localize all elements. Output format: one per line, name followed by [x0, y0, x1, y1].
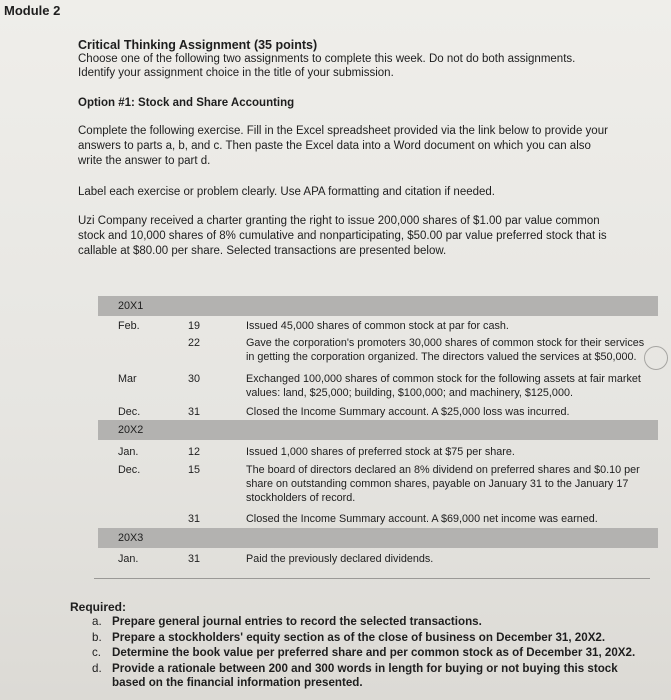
row-month: Dec.	[118, 406, 141, 418]
para2-line-1: Uzi Company received a charter granting the right to issue 200,000 shares of $1.00 par value common	[78, 215, 600, 227]
row-day: 31	[188, 513, 201, 525]
year-label: 20X1	[118, 300, 144, 312]
table-bottom-rule	[94, 578, 650, 579]
required-list	[92, 615, 652, 692]
year-label: 20X2	[118, 424, 144, 436]
option-heading: Option #1: Stock and Share Accounting	[78, 97, 295, 109]
para1-line-1: Complete the following exercise. Fill in the Excel spreadsheet provided via the link below to provide your	[78, 125, 608, 137]
year-label: 20X3	[118, 532, 144, 544]
row-day: 19	[188, 320, 201, 332]
list-letter: d.	[92, 661, 102, 675]
row-month: Jan.	[118, 446, 139, 458]
row-day: 31	[188, 406, 201, 418]
list-letter: a.	[92, 615, 102, 628]
list-item: c. Determine the book value per preferred share and per common stock as of December 31, 20X2.	[92, 646, 636, 659]
row-day: 15	[188, 464, 201, 476]
required-heading: Required:	[70, 600, 127, 614]
year-band-20x1	[98, 296, 658, 316]
row-description: Issued 45,000 shares of common stock at par for cash.	[246, 320, 509, 332]
label-instruction: Label each exercise or problem clearly. Use APA formatting and citation if needed.	[78, 186, 495, 198]
row-description: Exchanged 100,000 shares of common stock for the following assets at fair market values: land, $25,000; building, $100,000; and machinery, $125,000.	[246, 373, 641, 399]
row-day: 12	[188, 446, 201, 458]
row-description: The board of directors declared an 8% dividend on preferred shares and $0.10 per share on outstanding common shares, payable on January 31 to the January 17 stockholders of record.	[246, 464, 640, 504]
row-description: Paid the previously declared dividends.	[246, 553, 434, 565]
para2-line-2: stock and 10,000 shares of 8% cumulative and nonparticipating, $50.00 par value preferred stock that is	[78, 230, 607, 242]
row-month: Jan.	[118, 553, 139, 565]
row-description: Gave the corporation's promoters 30,000 shares of common stock for their services in getting the corporation organized. The directors valued the services at $50,000.	[246, 337, 645, 363]
row-description: Closed the Income Summary account. A $69,000 net income was earned.	[246, 513, 598, 525]
intro-line-2: Identify your assignment choice in the title of your submission.	[78, 67, 394, 79]
year-band-20x2	[98, 420, 658, 440]
year-band-20x3	[98, 528, 658, 548]
list-item: b. Prepare a stockholders' equity section as of the close of business on December 31, 20X2.	[92, 630, 606, 644]
row-description: Issued 1,000 shares of preferred stock at $75 per share.	[246, 446, 515, 458]
row-day: 30	[188, 373, 201, 385]
para2-line-3: callable at $80.00 per share. Selected transactions are presented below.	[78, 245, 447, 257]
row-month: Feb.	[118, 320, 140, 332]
list-item: a. Prepare general journal entries to record the selected transactions.	[92, 615, 482, 628]
module-title: Module 2	[4, 3, 61, 18]
list-item: d. Provide a rationale between 200 and 300 words in length for buying or not buying this stock based on the financial information presented.	[92, 661, 618, 689]
para1-line-3: write the answer to part d.	[78, 155, 211, 167]
row-month: Mar	[118, 373, 137, 385]
para1-line-2: answers to parts a, b, and c. Then paste the Excel data into a Word document on which you can also	[78, 140, 591, 152]
assignment-title: Critical Thinking Assignment (35 points)	[78, 38, 318, 52]
intro-line-1: Choose one of the following two assignments to complete this week. Do not do both assignments.	[78, 53, 576, 65]
list-letter: b.	[92, 630, 102, 644]
row-description: Closed the Income Summary account. A $25,000 loss was incurred.	[246, 406, 570, 418]
row-month: Dec.	[118, 464, 141, 476]
row-day: 22	[188, 337, 201, 349]
row-day: 31	[188, 553, 201, 565]
list-letter: c.	[92, 646, 102, 659]
margin-circle-mark	[644, 346, 668, 370]
